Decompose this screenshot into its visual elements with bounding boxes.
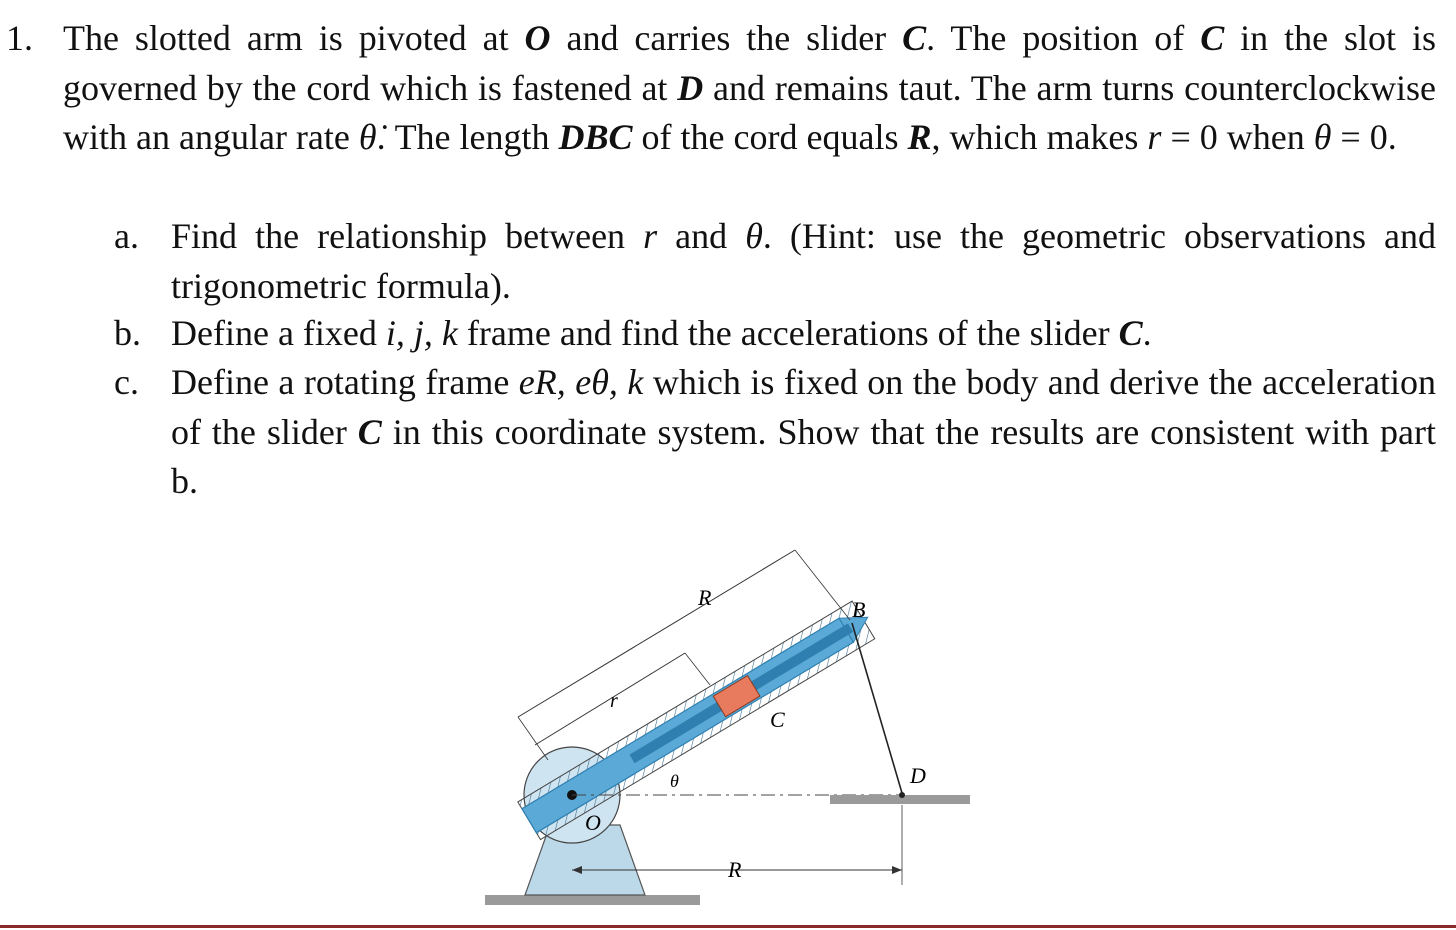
label-d: D <box>910 763 926 788</box>
text: Define a fixed <box>171 313 386 353</box>
var-r: r <box>643 216 658 256</box>
problem-number: 1. <box>6 18 33 58</box>
label-b: B <box>852 597 866 622</box>
theta-dot: θ̇ <box>358 117 377 157</box>
fixed-frame: i, j, k <box>385 313 458 353</box>
text: and <box>657 216 746 256</box>
label-r: r <box>610 690 618 712</box>
var-theta: θ <box>745 216 763 256</box>
text: in this coordinate system. Show that the results are consistent with part b. <box>171 411 1436 501</box>
problem-statement <box>63 14 1436 163</box>
point-c: C <box>1118 313 1143 353</box>
point-c: C <box>902 18 927 58</box>
text: . The length <box>376 117 559 157</box>
text: The slotted arm is pivoted at <box>63 18 525 58</box>
arrow-head <box>892 866 902 874</box>
text: of the cord equals <box>632 117 908 157</box>
label-o: O <box>585 810 601 835</box>
part-label: c. <box>114 362 139 402</box>
text: which is fixed on the body and derive the acceleration of the slider <box>171 362 1436 452</box>
text: frame and find the accelerations of the slider <box>457 313 1119 353</box>
label-c: C <box>770 707 785 732</box>
var-theta: θ <box>1313 117 1332 157</box>
rotating-frame: eR, eθ, k <box>518 362 644 402</box>
bottom-rule <box>0 925 1456 928</box>
label-theta: θ <box>670 771 679 791</box>
ground-base <box>485 895 700 905</box>
text: in the slot is governed by the cord which is fastened at <box>63 18 1436 108</box>
length-r: R <box>907 117 932 157</box>
text: . (Hint: use the geometric observations and trigonometric formula). <box>171 216 1436 306</box>
ext-line <box>795 550 850 620</box>
text: = 0 when <box>1161 117 1314 157</box>
point-c: C <box>1200 18 1225 58</box>
text: , which makes <box>931 117 1148 157</box>
part-text <box>171 309 1436 359</box>
text: and carries the slider <box>550 18 903 58</box>
text: Find the relationship between <box>171 216 644 256</box>
label-r-bottom: R <box>728 857 742 882</box>
part-label: a. <box>114 216 139 256</box>
text: . The position of <box>926 18 1201 58</box>
point-d-mark <box>899 792 905 798</box>
ext-line <box>685 653 710 685</box>
ext-line <box>518 717 548 760</box>
text: = 0. <box>1331 117 1397 157</box>
text: Define a rotating frame <box>171 362 519 402</box>
cord <box>852 623 902 793</box>
point-d: D <box>677 67 704 108</box>
cord-dbc: DBC <box>558 117 633 157</box>
point-o: O <box>524 18 551 58</box>
var-r: r <box>1147 117 1162 157</box>
mechanism-figure <box>470 525 990 920</box>
text: and remains taut. The arm turns counterclockwise with an angular rate <box>63 67 1436 157</box>
text: . <box>1142 313 1152 353</box>
slotted-arm <box>518 598 879 839</box>
part-label: b. <box>114 313 141 353</box>
part-text <box>171 212 1436 311</box>
label-r-top: R <box>698 585 712 610</box>
point-c: C <box>357 411 382 452</box>
part-text <box>171 358 1436 507</box>
mechanism-diagram <box>470 525 990 915</box>
